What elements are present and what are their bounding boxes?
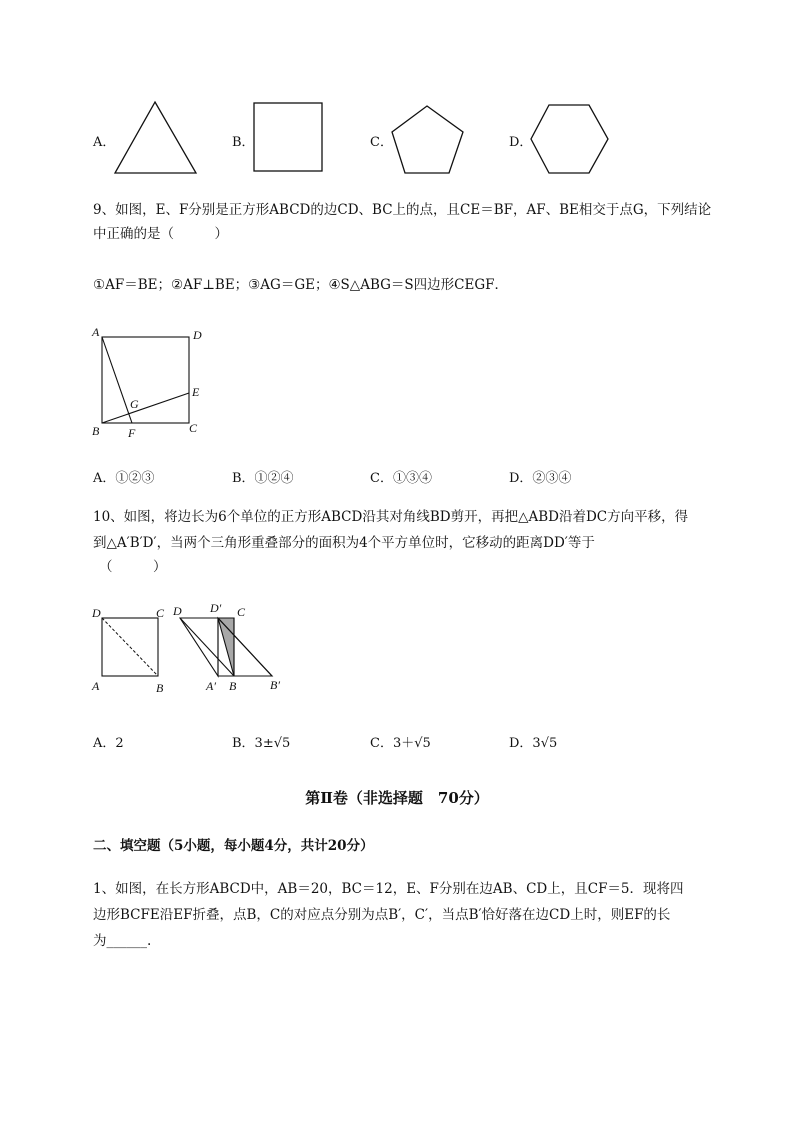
- q9-statements: ①AF＝BE；②AF⊥BE；③AG＝GE；④S△ABG＝S四边形CEGF．: [93, 277, 508, 293]
- q9-option-b: B．①②④: [232, 471, 294, 486]
- q9-option-a: A．①②③: [93, 471, 155, 486]
- q10-question-line1: 10、如图，将边长为6个单位的正方形ABCD沿其对角线BD剪开，再把△ABD沿着DC方向平移，得: [93, 509, 689, 525]
- q10-fig2-label-bprime: B′: [270, 678, 280, 692]
- q10-option-b: B．3±√5: [232, 736, 291, 751]
- q9-label-e: E: [192, 385, 200, 399]
- q10-fig2-label-b: B: [229, 679, 237, 693]
- q9-option-d: D．②③④: [509, 471, 572, 486]
- q8-option-a-label: A．: [93, 135, 116, 150]
- q10-fig1-label-a: A: [92, 679, 100, 693]
- q10-fig1-label-b: B: [156, 681, 164, 695]
- q10-figure-square: [88, 602, 174, 698]
- section-heading: 二、填空题（5小题，每小题4分，共计20分）: [93, 838, 374, 854]
- q9-label-c: C: [189, 421, 198, 435]
- q10-fig1-label-d: D: [92, 606, 101, 620]
- q10-option-d: D．3√5: [509, 736, 558, 751]
- q10-fig2-label-d: D: [173, 604, 182, 618]
- q8-option-c-label: C．: [370, 135, 393, 150]
- q9-label-g: G: [130, 397, 139, 411]
- q10-fig2-label-dprime: D′: [210, 601, 222, 615]
- square-shape: [252, 101, 326, 175]
- q10-fig1-label-c: C: [156, 606, 165, 620]
- q8-option-b-label: B．: [232, 135, 255, 150]
- pentagon-shape: [389, 104, 467, 176]
- fill1-question-line1: 1、如图，在长方形ABCD中，AB＝20，BC＝12，E、F分别在边AB、CD上，且CF＝5．现将四: [93, 881, 684, 897]
- q9-label-a: A: [92, 325, 100, 339]
- q9-square-figure: [88, 322, 208, 442]
- q10-question-line2: 到△A′B′D′，当两个三角形重叠部分的面积为4个平方单位时，它移动的距离DD′等于: [93, 535, 595, 551]
- fill1-question-line2: 边形BCFE沿EF折叠，点B，C的对应点分别为点B′，C′，当点B′恰好落在边CD上时，则EF的长: [93, 907, 671, 923]
- q10-option-a: A．2: [93, 736, 124, 751]
- q10-fig2-label-aprime: A′: [206, 679, 216, 693]
- q10-question-line3: （ ）: [99, 559, 167, 575]
- q10-figure-translated: [170, 600, 294, 698]
- q10-fig2-label-c: C: [237, 605, 246, 619]
- q8-option-d-label: D．: [509, 135, 533, 150]
- fill1-question-line3: 为______.: [93, 933, 152, 949]
- section-title: 第Ⅱ卷（非选择题 70分）: [305, 789, 489, 807]
- q9-question-line2: 中正确的是（ ）: [93, 226, 228, 242]
- q9-label-b: B: [92, 424, 100, 438]
- triangle-shape: [112, 100, 202, 176]
- q10-option-c: C．3＋√5: [370, 736, 431, 751]
- q9-option-c: C．①③④: [370, 471, 432, 486]
- q9-label-d: D: [193, 328, 202, 342]
- hexagon-shape: [528, 102, 612, 176]
- q9-label-f: F: [128, 426, 136, 440]
- q9-question-line1: 9、如图，E、F分别是正方形ABCD的边CD、BC上的点，且CE＝BF，AF、BE相交于点G，下列结论: [93, 202, 712, 218]
